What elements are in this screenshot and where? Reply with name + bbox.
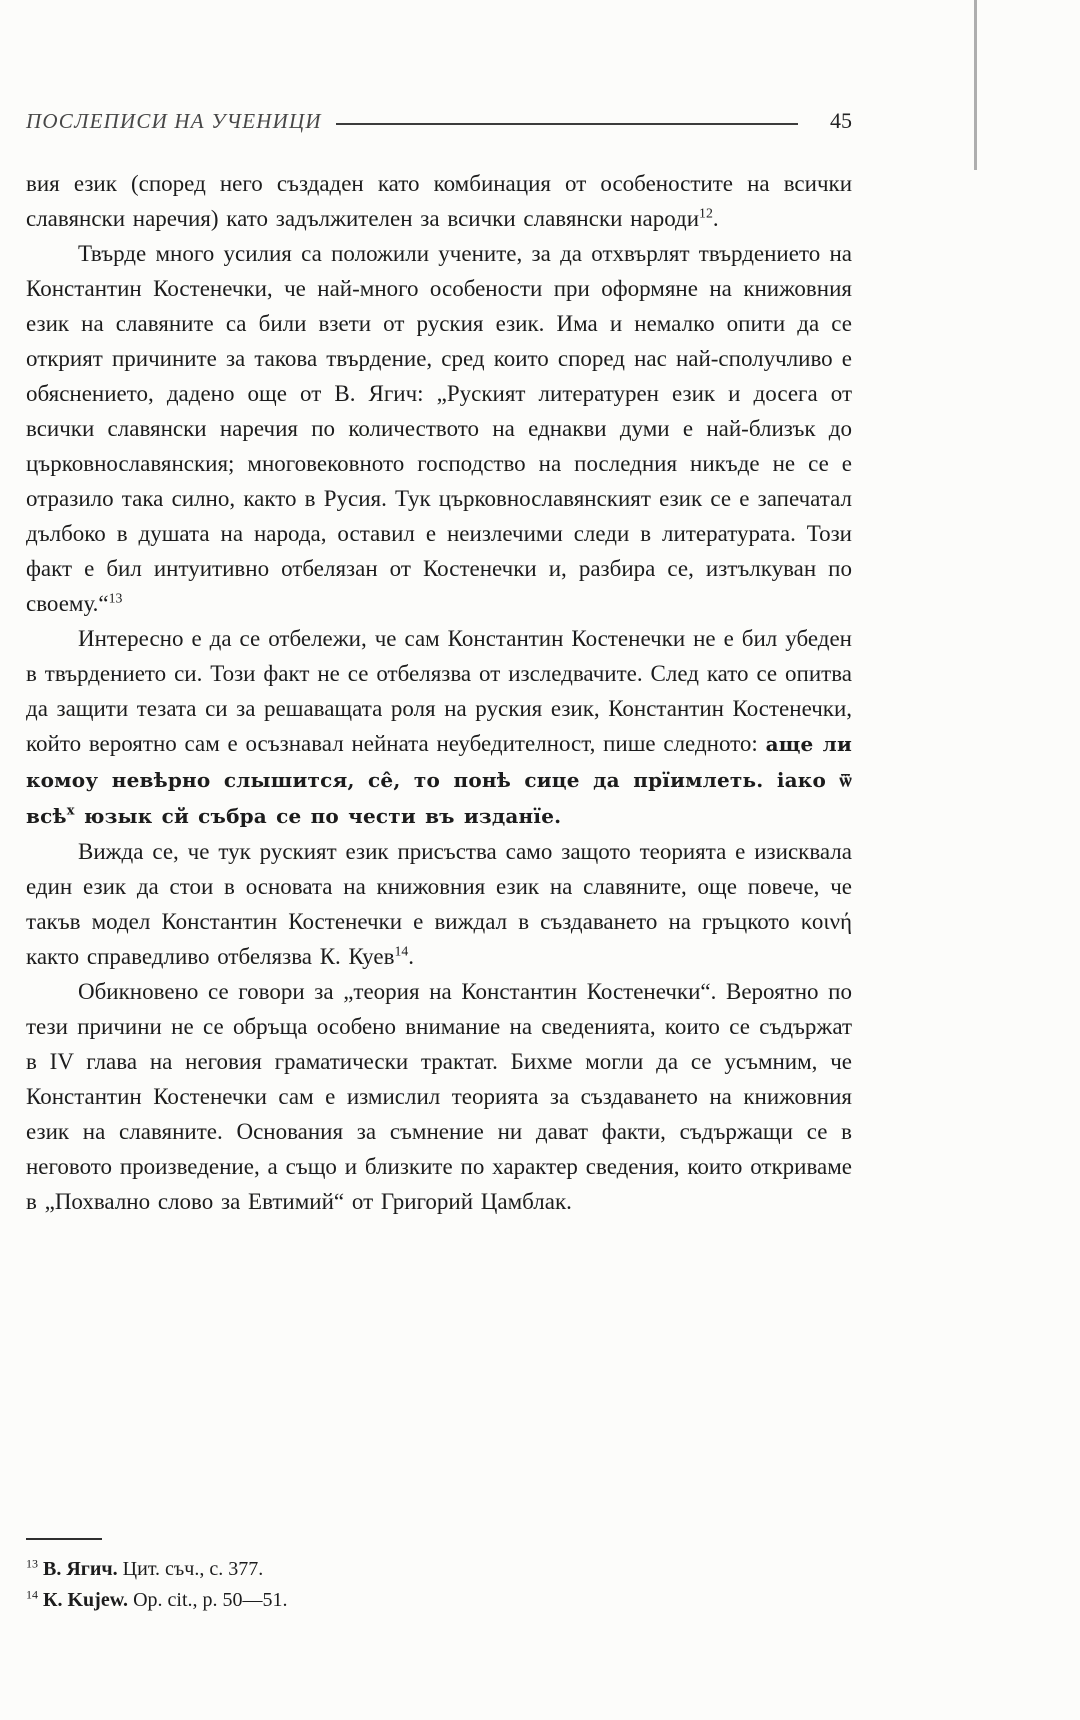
- page-number: 45: [830, 108, 852, 133]
- paragraph-sup: 14: [394, 943, 409, 959]
- scan-artifact-line: [974, 0, 977, 170]
- header-rule: [336, 123, 798, 125]
- footnote-b: В. Ягич.: [43, 1558, 118, 1580]
- paragraph-text: .: [712, 206, 719, 231]
- footnote-text: Цит. съч., с. 377.: [117, 1558, 264, 1580]
- paragraph-sup: 12: [699, 205, 713, 221]
- paragraph-text: Твърде много усилия са положили учените, за да отхвърлят твърдението на Константин Костенечки, че най-много особености при оформяне на книжовния език на славяните са били взети от руския език. Има и немалко опити да се открият причините за такова твърдение, сред които според нас най-сполучливо е обяснението, дадено още от В. Ягич: „Руският литературен език и досега от всички славянски наречия по количеството на еднакви думи е най-близък до църковнославянския; многовековното господство на последния никъде не се е отразило така силно, както в Русия. Тук църковнославянският език се е запечатал дълбоко в душата на народа, оставил е неизлечими следи в литературата. Този факт е бил интуитивно отбелязан от Костенечки и, разбира се, изтълкуван по своему.“: [26, 241, 852, 616]
- paragraph: [26, 166, 852, 236]
- page-header: [26, 108, 852, 134]
- paragraph: [26, 236, 852, 621]
- paragraph-slav: юзык сй събра се по чести въ изданїе.: [74, 804, 562, 828]
- footnote-sup: 13: [26, 1556, 38, 1571]
- paragraph-text: Обикновено се говори за „теория на Константин Костенечки“. Вероятно по тези причини не се обръща особено внимание на сведенията, които се съдържат в IV глава на неговия граматически трактат. Бихме могли да се усъмним, че Константин Костенечки сам е измислил теорията за създаването на книжовния език на славяните. Основания за съмнение ни дават факти, съдържащи се в неговото произведение, а също и близките по характер сведения, които откриваме в „Похвално слово за Евтимий“ от Григорий Цамблак.: [26, 979, 852, 1214]
- footnote: [26, 1585, 852, 1616]
- paragraph-text: Вижда се, че тук руският език присъства само защото теорията е изисквала един език да стои в основата на книжовния език на славяните, още повече, че такъв модел Константин Костенечки е виждал в създаването на гръцкото κοινή както справедливо отбелязва К. Куев: [26, 839, 852, 969]
- paragraph-slav: аще ли комоу невѣрно слышится, се̂, то понѣ сице да прїимлеть. іако ѿ всѣ: [26, 732, 852, 828]
- footnote-text: Op. cit., p. 50—51.: [128, 1589, 288, 1611]
- paragraph-slavsup: х: [66, 803, 75, 819]
- footnote-section: [26, 1538, 852, 1616]
- paragraph: [26, 621, 852, 834]
- footnote: [26, 1554, 852, 1585]
- paragraph-sup: 13: [108, 590, 123, 606]
- body-text: [26, 166, 852, 1219]
- footnotes: [26, 1554, 852, 1616]
- footnote-b: К. Kujew.: [43, 1589, 129, 1611]
- footnote-sup: 14: [26, 1587, 38, 1602]
- paragraph-text: вия език (според него създаден като комбинация от особеностите на всички славянски наречия) като задължителен за всички славянски народи: [26, 171, 852, 231]
- paragraph-text: Интересно е да се отбележи, че сам Константин Костенечки не е бил убеден в твърдението си. Този факт не се отбелязва от изследвачите. След като се опитва да защити тезата си за решаващата роля на руския език, Константин Костенечки, който вероятно сам е осъзнавал нейната неубедителност, пише следното:: [26, 626, 852, 756]
- footnote-rule: [26, 1538, 102, 1540]
- running-head: ПОСЛЕПИСИ НА УЧЕНИЦИ: [26, 109, 322, 133]
- paragraph: [26, 834, 852, 974]
- paragraph-text: .: [408, 944, 414, 969]
- paragraph: [26, 974, 852, 1219]
